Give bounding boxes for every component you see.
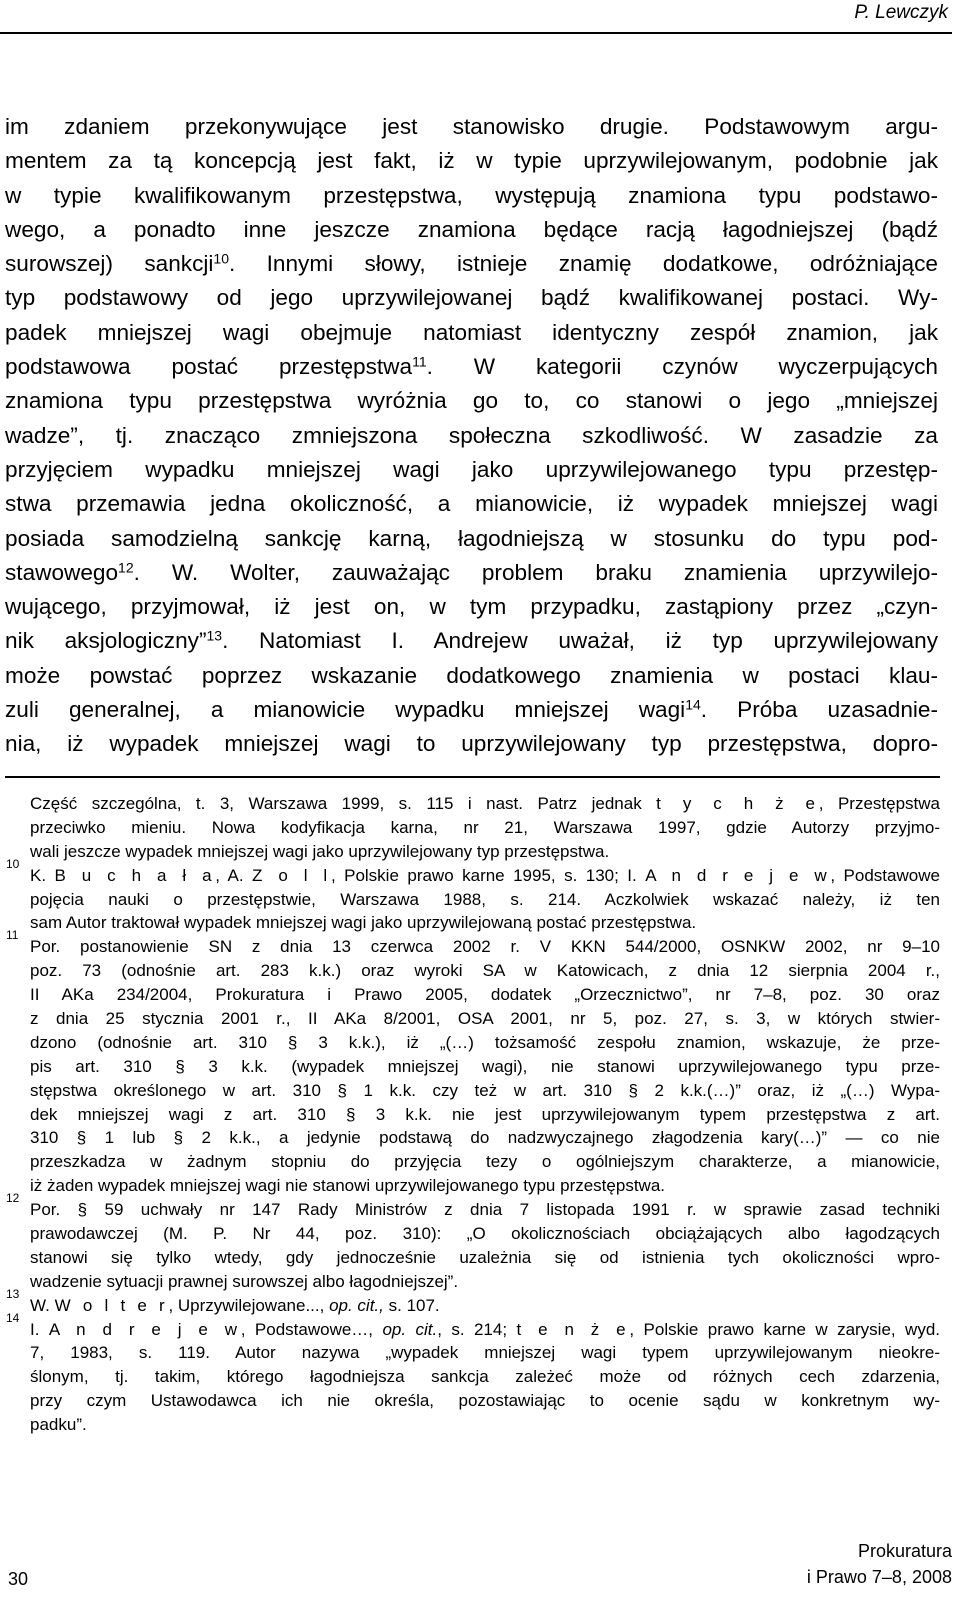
text-segment: surowszej) sankcji	[5, 251, 214, 277]
text-segment: I.	[30, 1319, 40, 1339]
footnote-line: pis art. 310 § 3 k.k. (wypadek mniejszej wagi), nie stanowi uprzywilejowanego typu prze-	[30, 1056, 940, 1076]
footnote-ref-13: 13	[206, 627, 223, 644]
spaced-author: B u c h a ł a	[54, 865, 216, 885]
text-segment: , Polskie prawo karne 1995, s. 130; I.	[330, 865, 637, 885]
text-segment: , Podstawowe	[830, 865, 940, 885]
footnote-line: II AKa 234/2004, Prokuratura i Prawo 2005, dodatek „Orzecznictwo”, nr 7–8, poz. 30 oraz	[30, 985, 940, 1005]
footnote-line: sam Autor traktował wypadek mniejszej wagi jako uprzywilejowaną postać przestępstwa.	[30, 913, 697, 933]
text-segment: K.	[30, 865, 47, 885]
text-segment: . Innymi słowy, istnieje znamię dodatkowe, odróżniające	[228, 251, 938, 277]
page-number: 30	[8, 1569, 29, 1589]
text-line: wego, a ponadto inne jeszcze znamiona będące racją łagodniejszej (bądź	[5, 216, 938, 242]
footnote-line: stanowi się tylko wtedy, gdy jednocześnie uzależnia się od istnienia tych okoliczności wpro-	[30, 1247, 940, 1267]
spaced-author: t y c h ż e	[656, 794, 819, 813]
footnote-line: wali jeszcze wypadek mniejszej wagi jako uprzywilejowany typ przestępstwa.	[30, 841, 610, 861]
footnote-number: 13	[6, 1286, 20, 1301]
text-line	[5, 247, 938, 281]
text-segment: , s. 214;	[437, 1319, 508, 1339]
text-segment: Część szczególna, t. 3, Warszawa 1999, s. 115 i nast. Patrz jednak	[30, 794, 642, 813]
footnote-line: 310 § 1 lub § 2 k.k., a jedynie podstawą do nadzwyczajnego złagodzenia kary(…)” — co nie	[30, 1128, 940, 1148]
running-header-author: P. Lewczyk	[854, 2, 948, 23]
text-line	[5, 624, 938, 658]
text-segment: . W. Wolter, zauważając problem braku znamienia uprzywilejo-	[133, 559, 938, 585]
header-rule	[0, 32, 952, 34]
footnote-line: padku”.	[30, 1415, 87, 1435]
text-segment: Por. § 59 uchwały nr 147 Rady Ministrów z dnia 7 listopada 1991 r. w sprawie zasad techniki	[30, 1200, 940, 1220]
italic-segment: op. cit.,	[329, 1295, 384, 1315]
text-line: przyjęciem wypadku mniejszej wagi jako uprzywilejowanego typu przestęp-	[5, 456, 938, 482]
text-line: znamiona typu przestępstwa wyróżnia go to, co stanowi o jego „mniejszej	[5, 388, 938, 414]
text-line	[5, 350, 938, 384]
text-segment: s. 107.	[388, 1295, 440, 1315]
footnote-line	[0, 792, 940, 816]
text-line: nia, iż wypadek mniejszej wagi to uprzywilejowany typ przestępstwa, dopro-	[5, 731, 938, 757]
text-segment: . Próba uzasadnie-	[700, 697, 939, 723]
footnote-ref-10: 10	[213, 250, 229, 267]
footnote-line: prawodawczej (M. P. Nr 44, poz. 310): „O okolicznościach obciążających albo łagodzących	[30, 1224, 940, 1244]
footnote-line	[0, 928, 940, 959]
footnote-line	[0, 1286, 940, 1318]
text-segment: podstawowa postać przestępstwa	[5, 354, 413, 380]
footnote-line: poz. 73 (odnośnie art. 283 k.k.) oraz wyroki SA w Katowicach, z dnia 12 sierpnia 2004 r.,	[30, 961, 940, 981]
footnote-number: 10	[6, 856, 20, 871]
spaced-author: A n d r e j e w	[48, 1319, 241, 1339]
text-segment: stawowego	[5, 559, 119, 585]
text-segment: , Polskie prawo karne w zarysie, wyd.	[629, 1319, 940, 1339]
spaced-author: Z o l l	[252, 865, 331, 885]
text-line: mentem za tą koncepcją jest fakt, iż w typie uprzywilejowanym, podobnie jak	[5, 148, 938, 174]
footnote-line: dek mniejszej wagi z art. 310 § 3 k.k. nie jest uprzywilejowanym typem przestępstwa z art.	[30, 1104, 940, 1124]
text-segment: , A.	[215, 865, 244, 885]
journal-name: Prokuratura	[857, 1541, 952, 1561]
text-segment: Por. postanowienie SN z dnia 13 czerwca 2002 r. V KKN 544/2000, OSNKW 2002, nr 9–10	[30, 937, 940, 957]
text-line	[5, 556, 938, 590]
footnote-line: z dnia 25 stycznia 2001 r., II AKa 8/2001, OSA 2001, nr 5, poz. 27, s. 3, w których stwier-	[30, 1009, 940, 1029]
text-line: w typie kwalifikowanym przestępstwa, występują znamiona typu podstawo-	[5, 182, 938, 208]
text-line: im zdaniem przekonywujące jest stanowisko drugie. Podstawowym argu-	[5, 114, 938, 139]
text-line: stwa przemawia jedna okoliczność, a mianowicie, iż wypadek mniejszej wagi	[5, 491, 938, 517]
footnote-number: 12	[6, 1191, 20, 1206]
spaced-author: t e n ż e	[516, 1319, 630, 1339]
footnote-ref-11: 11	[412, 353, 427, 370]
spaced-author: W o l t e r	[54, 1295, 169, 1315]
footnote-ref-14: 14	[685, 696, 701, 713]
text-line: wadze”, tj. znacząco zmniejszona społeczna szkodliwość. W zasadzie za	[5, 422, 938, 448]
footnote-line: przy czym Ustawodawca ich nie określa, pozostawiając to ocenie sądu w konkretnym wy-	[30, 1391, 940, 1411]
text-segment: , Przestępstwa	[818, 794, 940, 813]
text-line: padek mniejszej wagi obejmuje natomiast identyczny zespół znamion, jak	[5, 319, 938, 345]
text-line: wującego, przyjmował, iż jest on, w tym przypadku, zastąpiony przez „czyn-	[5, 594, 938, 620]
footnote-line: przeszkadza w żadnym stopniu do przyjęcia tezy o ogólniejszym charakterze, a mianowicie,	[30, 1152, 940, 1172]
footnote-number: 11	[6, 928, 19, 943]
footnote-line: pojęcia nauki o przestępstwie, Warszawa 1988, s. 214. Aczkolwiek wskazać należy, iż ten	[30, 889, 940, 909]
text-line: posiada samodzielną sankcję karną, łagodniejszą w stosunku do typu pod-	[5, 525, 938, 551]
text-line: typ podstawowy od jego uprzywilejowanej bądź kwalifikowanej postaci. Wy-	[5, 285, 938, 311]
journal-issue: i Prawo 7–8, 2008	[806, 1567, 952, 1587]
italic-segment: op. cit.	[382, 1319, 438, 1339]
spaced-author: A n d r e j e w	[645, 865, 831, 885]
footnote-line	[0, 856, 940, 888]
footnote-ref-12: 12	[118, 559, 134, 576]
text-line: może powstać poprzez wskazanie dodatkowego znamienia w postaci klau-	[5, 662, 938, 688]
footnote-number: 14	[6, 1310, 20, 1325]
footnote-line	[0, 1191, 940, 1222]
footnote-line: ślonym, tj. takim, którego łagodniejsza sankcja zależeć może od różnych cech zdarzenia,	[30, 1367, 940, 1387]
text-segment: . W kategorii czynów wyczerpujących	[426, 354, 939, 380]
footnote-line: stępstwa określonego w art. 310 § 1 k.k. czy też w art. 310 § 2 k.k.(…)” oraz, iż „(…) Wypa-	[30, 1080, 940, 1100]
footnotes	[0, 792, 940, 1437]
footnote-line: iż żaden wypadek mniejszej wagi nie stanowi uprzywilejowanego typu przestępstwa.	[30, 1176, 665, 1196]
text-segment: , Uprzywilejowane...,	[168, 1295, 325, 1315]
footnote-separator	[5, 776, 940, 778]
footnote-line: przeciwko mieniu. Nowa kodyfikacja karna, nr 21, Warszawa 1997, gdzie Autorzy przyjmo-	[30, 817, 940, 837]
text-line	[5, 693, 938, 727]
footnote-line: wadzenie sytuacji prawnej surowszej albo łagodniejszej”.	[30, 1271, 459, 1291]
text-segment: zuli generalnej, a mianowicie wypadku mniejszej wagi	[5, 697, 686, 723]
text-segment: . Natomiast I. Andrejew uważał, iż typ uprzywilejowany	[222, 628, 938, 654]
text-segment: nik aksjologiczny”	[5, 628, 207, 654]
footnote-line	[0, 1310, 940, 1342]
footnote-line: 7, 1983, s. 119. Autor nazywa „wypadek mniejszej wagi typem uprzywilejowanym nieokre-	[30, 1343, 940, 1363]
main-text	[5, 110, 938, 762]
text-segment: W.	[30, 1295, 50, 1315]
text-segment: , Podstawowe…,	[240, 1319, 374, 1339]
journal-citation	[807, 1538, 952, 1590]
footnote-line: dzono (odnośnie art. 310 § 3 k.k.), iż „(…) tożsamość zespołu znamion, wskazuje, że prze-	[30, 1032, 940, 1052]
